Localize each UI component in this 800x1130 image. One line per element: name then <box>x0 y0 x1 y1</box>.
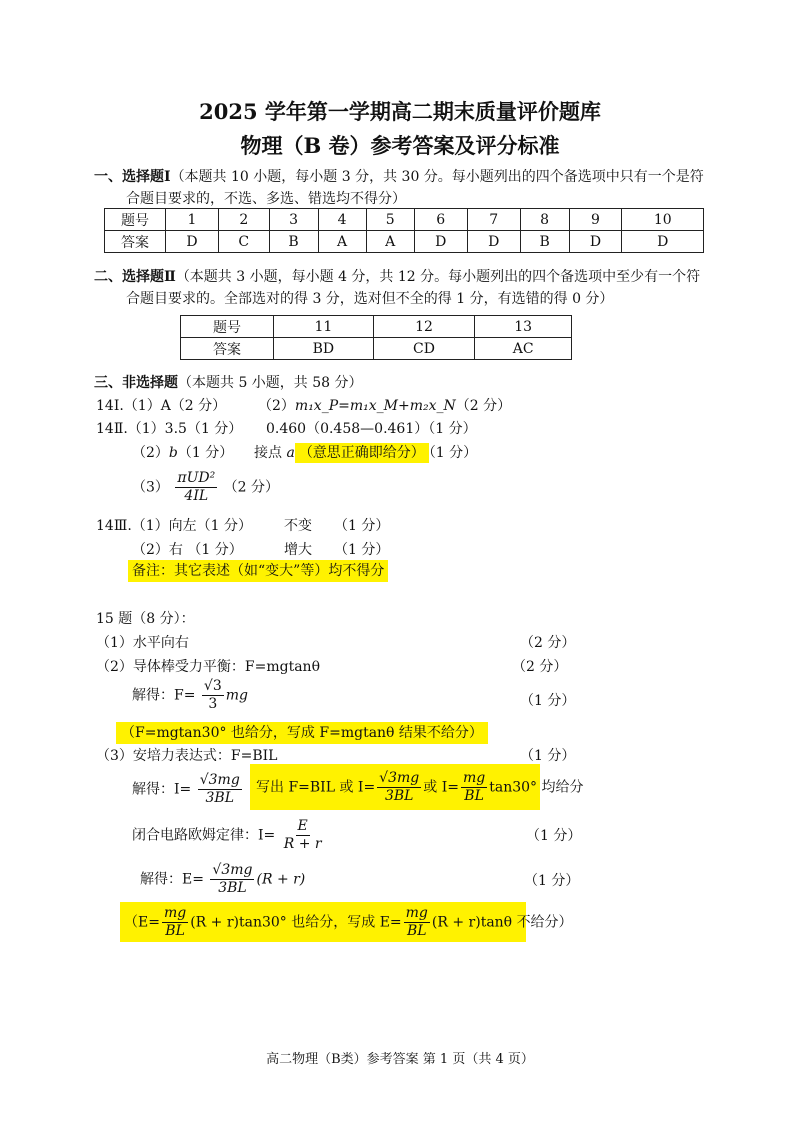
q15-a4 <box>132 818 326 853</box>
q15-a2b-label: 解得：F= <box>132 687 196 704</box>
q14-3-line1a: 14Ⅲ.（1）向左（1 分） <box>96 518 253 534</box>
q15-a5-note-pre: （E= <box>124 914 160 931</box>
resistivity-denominator: 4IL <box>184 488 209 504</box>
q14-1-part2 <box>258 395 511 415</box>
note-emf-denominator-2: BL <box>406 923 427 939</box>
momentum-equation: m₁x_P=m₁x_M+m₂x_N <box>294 398 456 414</box>
section3-title: 三、非选择题 <box>94 375 178 391</box>
force-fraction <box>202 678 224 713</box>
table2-question-number-3: 13 <box>475 316 572 338</box>
table2-question-number-2: 12 <box>373 316 475 338</box>
table1-label-answer: 答案 <box>105 231 166 253</box>
force-numerator: √3 <box>203 678 222 694</box>
q14-3-line2c: （1 分） <box>334 542 390 558</box>
q15-heading: 15 题（8 分）： <box>96 611 195 627</box>
q15-a5-note-mid: (R + r)tan30° 也给分，写成 E= <box>190 914 402 931</box>
q15-a3b <box>132 772 244 807</box>
table2-answer-1: BD <box>274 338 374 360</box>
q15-a5-score: （1 分） <box>524 873 580 889</box>
force-denominator: 3 <box>208 696 218 712</box>
q15-a2-note <box>116 722 488 742</box>
table2-question-number-1: 11 <box>274 316 374 338</box>
table1-question-number-10: 10 <box>622 209 704 231</box>
note-current-fraction-2 <box>461 770 487 805</box>
emf-denominator: 3BL <box>218 880 247 896</box>
q15-a3-note-post: tan30° 均给分 <box>489 779 584 796</box>
resistivity-fraction <box>175 470 217 505</box>
q15-a4-label: 闭合电路欧姆定律：I= <box>132 827 276 844</box>
table1-question-number-4: 4 <box>318 209 366 231</box>
table1-question-number-8: 8 <box>520 209 569 231</box>
q14-2-line2b-label: 接点 <box>254 445 282 461</box>
q14-1-part2-score: （2 分） <box>455 398 512 414</box>
table1-answer-2: C <box>218 231 269 253</box>
resistivity-numerator: πUD² <box>177 470 216 486</box>
q14-2-line3 <box>132 470 279 505</box>
q15-a5-label: 解得：E= <box>140 871 204 888</box>
note-current-denominator-2: BL <box>464 788 484 804</box>
table1-answer-10: D <box>622 231 704 253</box>
emf-numerator: √3mg <box>212 862 253 878</box>
section1-desc2: 合题目要求的，不选、多选、错选均不得分） <box>126 191 406 207</box>
table1-question-number-7: 7 <box>467 209 520 231</box>
q14-2-line3-label: （3） <box>132 479 169 496</box>
page-footer: 高二物理（B类）参考答案 第 1 页（共 4 页） <box>266 1052 534 1067</box>
note-current-fraction <box>377 770 421 805</box>
force-factor: mg <box>225 687 248 704</box>
emf-factor: (R + r) <box>256 871 306 888</box>
table2-answer-3: AC <box>475 338 572 360</box>
section1-heading <box>94 166 704 186</box>
table1-question-number-5: 5 <box>366 209 414 231</box>
note-emf-fraction-2 <box>404 905 430 940</box>
q14-3-note-text: 备注：其它表述（如“变大”等）均不得分 <box>128 560 388 582</box>
table1-question-number-1: 1 <box>166 209 219 231</box>
q15-a2-note-text: （F=mgtan30° 也给分，写成 F=mgtanθ 结果不给分） <box>116 722 488 744</box>
section3-desc: （本题共 5 小题，共 58 分） <box>178 375 363 391</box>
q15-a5 <box>140 862 305 897</box>
table1-question-number-6: 6 <box>414 209 467 231</box>
note-current-numerator-2: mg <box>462 770 486 786</box>
q14-2-line2a-var: b <box>168 445 178 461</box>
q14-2-line2b-score: （1 分） <box>428 445 478 461</box>
q14-2-line2a-label: （2） <box>132 445 169 461</box>
section2-title: 二、选择题Ⅱ <box>94 269 176 285</box>
q15-a5-note-post: (R + r)tanθ 不给分） <box>431 914 573 931</box>
q14-2-line3-score: （2 分） <box>223 479 280 496</box>
note-current-numerator: √3mg <box>379 770 420 786</box>
q15-a3-note-pre: 写出 F=BIL 或 I= <box>256 779 376 796</box>
answer-table-2 <box>180 315 572 360</box>
table1-question-number-2: 2 <box>218 209 269 231</box>
table1-answer-5: A <box>366 231 414 253</box>
q15-a2: （2）导体棒受力平衡：F=mgtanθ <box>96 659 321 675</box>
q14-2-line2b-var: a <box>286 445 295 461</box>
table1-answer-1: D <box>166 231 219 253</box>
emf-fraction <box>210 862 254 897</box>
ohm-numerator: E <box>297 818 308 834</box>
section2-desc1: （本题共 3 小题，每小题 4 分，共 12 分。每小题列出的四个备选项中至少有一个符 <box>175 269 701 285</box>
q15-a3b-label: 解得：I= <box>132 781 192 798</box>
q15-a3: （3）安培力表达式：F=BIL <box>96 748 278 764</box>
note-emf-fraction <box>162 905 188 940</box>
ohm-fraction <box>282 818 324 853</box>
note-emf-numerator-2: mg <box>405 905 428 921</box>
table1-question-number-3: 3 <box>269 209 318 231</box>
table1-answer-4: A <box>318 231 366 253</box>
q14-3-line2a: （2）右 （1 分） <box>132 542 243 558</box>
section1-title: 一、选择题Ⅰ <box>94 169 171 185</box>
q15-a3-note <box>256 770 583 805</box>
table2-answer-2: CD <box>373 338 475 360</box>
table1-answer-3: B <box>269 231 318 253</box>
q15-a1: （1）水平向右 <box>96 635 189 651</box>
ohm-denominator: R + r <box>283 836 322 852</box>
q15-a2-score: （2 分） <box>512 659 568 675</box>
q14-2-line1a: 14Ⅱ.（1）3.5（1 分） <box>96 421 243 437</box>
section3-heading <box>94 372 363 392</box>
q15-a3-score: （1 分） <box>520 748 576 764</box>
section1-desc1: （本题共 10 小题，每小题 3 分，共 30 分。每小题列出的四个备选项中只有一个是符 <box>170 169 704 185</box>
table1-label-num: 题号 <box>105 209 166 231</box>
section2-heading <box>94 266 700 286</box>
note-current-denominator: 3BL <box>384 788 414 804</box>
table1-answer-7: D <box>467 231 520 253</box>
q14-3-line1c: （1 分） <box>334 518 390 534</box>
q14-1-part2-label: （2） <box>258 398 295 414</box>
q15-a2b-score: （1 分） <box>520 693 576 709</box>
q14-2-line2a-score: （1 分） <box>177 445 234 461</box>
table1-answer-8: B <box>520 231 569 253</box>
page-subtitle: 物理（B 卷）参考答案及评分标准 <box>240 133 560 158</box>
q14-3-note <box>128 560 388 580</box>
current-fraction <box>198 772 242 807</box>
note-emf-numerator: mg <box>163 905 187 921</box>
q15-a4-score: （1 分） <box>526 828 582 844</box>
q15-a1-score: （2 分） <box>520 635 576 651</box>
q14-2-line2b <box>254 442 477 462</box>
table2-label-answer: 答案 <box>181 338 274 360</box>
q14-3-line2b: 增大 <box>284 542 312 558</box>
section2-desc2: 合题目要求的。全部选对的得 3 分，选对但不全的得 1 分，有选错的得 0 分） <box>126 291 614 307</box>
q14-2-highlight-note: （意思正确即给分） <box>295 443 429 463</box>
q14-2-line1b: 0.460（0.458—0.461）（1 分） <box>266 421 477 437</box>
current-numerator: √3mg <box>199 772 240 788</box>
table2-label-num: 题号 <box>181 316 274 338</box>
page-title: 2025 学年第一学期高二期末质量评价题库 <box>199 99 601 124</box>
table1-answer-6: D <box>414 231 467 253</box>
current-denominator: 3BL <box>205 790 234 806</box>
note-emf-denominator: BL <box>165 923 185 939</box>
table1-answer-9: D <box>569 231 622 253</box>
table1-question-number-9: 9 <box>569 209 622 231</box>
q15-a2b <box>132 678 248 713</box>
q14-1-part1: 14Ⅰ.（1）A（2 分） <box>96 398 227 414</box>
q14-2-line2a <box>132 442 233 462</box>
q14-3-line1b: 不变 <box>284 518 312 534</box>
answer-table-1 <box>104 208 704 253</box>
q15-a3-note-mid: 或 I= <box>423 779 459 796</box>
q15-a5-note <box>124 905 573 940</box>
